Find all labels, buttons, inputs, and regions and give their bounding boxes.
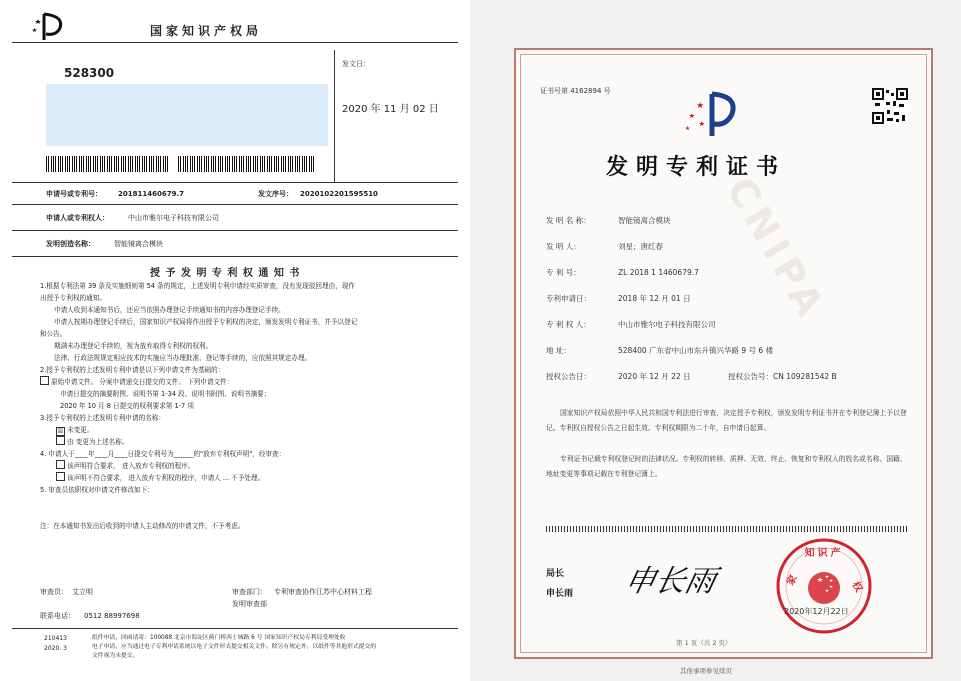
body-line: 申请人收到本通知书后，还应当依照办理登记手续通知书的内容办理登记手续。 (54, 306, 285, 314)
notice-note: 注：在本通知书发出后收到的申请人主动修改的申请文件，不予考虑。 (40, 522, 245, 530)
option-text: 4. 申请人于____年____月____日提交专利号为______的"放弃专利权声明"，经审查： (40, 450, 286, 458)
serial-no: 2020102201595510 (300, 190, 378, 198)
checkbox (56, 436, 65, 445)
barcode-right (178, 156, 316, 172)
grant-notice-document (0, 0, 470, 681)
field-label: 发 明 人： (546, 242, 581, 251)
rule-1 (12, 182, 458, 183)
notice-body (40, 280, 460, 496)
date-label: 发文日： (342, 60, 370, 68)
certificate-number: 证书号第 4162894 号 (540, 87, 611, 95)
option-line (40, 376, 460, 388)
option-text: 原始申请文件。 分案申请递交日提交的文件。 下列申请文件： (51, 378, 234, 386)
option-text: 该声明不符合要求， 进入放弃专利权的程序，申请人 ... 不予处理。 (67, 474, 265, 482)
body-line: 2.授予专利权的上述发明专利申请是以下列申请文件为基础的： (40, 366, 225, 374)
body-line: 法律、行政法规规定相应技术的实施应当办理批准、登记等手续的，应依照其规定办理。 (54, 354, 312, 362)
field-row (546, 260, 916, 286)
svg-text:权: 权 (849, 580, 864, 595)
signature: 申长雨 (621, 564, 719, 599)
footer-text-3: 文件视为未提交。 (92, 653, 139, 659)
examiner-name: 艾立明 (72, 588, 93, 596)
phone-value: 0512 88997698 (84, 612, 140, 620)
page-indicator: 第 1 页（共 2 页） (676, 639, 732, 647)
option-text: 申请日提交的摘要附图、说明书第 1-34 段、说明书附图、说明书摘要； (60, 390, 271, 398)
grant-date: 2020 年 12 月 22 日 (618, 372, 691, 381)
option-line (40, 424, 460, 436)
cnipa-watermark: CNIPA (717, 170, 835, 329)
application-no-label: 申请号或专利号： (46, 190, 102, 198)
postal-code: 528300 (64, 66, 115, 80)
certificate-paragraph-2: 专利证书记载专利权登记时的法律状况。专利权的转移、质押、无效、终止、恢复和专利权人的姓名或名称、国籍、地址变更等事项记载在专利登记簿上。 (546, 455, 907, 478)
option-text: 该声明符合要求， 进入放弃专利权的程序。 (67, 462, 195, 470)
field-value: ZL 2018 1 1460679.7 (618, 268, 699, 277)
seal-date: 2020年12月22日 (784, 607, 849, 616)
option-line (40, 400, 460, 412)
department-label: 审查部门： (232, 588, 267, 596)
option-line (40, 388, 460, 400)
field-value: 中山市雅尔电子科技有限公司 (618, 320, 716, 329)
footer-code-1: 210413 (44, 635, 67, 642)
applicant-value: 中山市雅尔电子科技有限公司 (128, 214, 219, 222)
official-seal-icon (774, 536, 874, 636)
field-value: 2018 年 12 月 01 日 (618, 294, 691, 303)
checkbox (56, 460, 65, 469)
body-line: 申请人按期办理登记手续后，国家知识产权局将作出授予专利权的决定，颁发发明专利证书，并予以登记 (54, 318, 358, 326)
department-value: 专利审查协作江苏中心材料工程 (274, 588, 372, 596)
option-text: 2020 年 10 月 8 日提交的权利要求第 1-7 项 (60, 402, 194, 410)
field-row (546, 208, 916, 234)
redacted-address-block (46, 84, 328, 146)
footer-text-1: 纸件申请，回函请寄：100088 北京市海淀区蓟门桥西土城路 6 号 国家知识产权局专利局受理处收 (92, 635, 346, 641)
rule-2 (12, 204, 458, 205)
signature-title-1: 局长 (546, 569, 565, 579)
qr-code-icon (872, 88, 908, 124)
security-strip (546, 526, 908, 532)
certificate-paragraph-1: 国家知识产权局依照中华人民共和国专利法进行审查，决定授予专利权，颁发发明专利证书并在专利登记簿上予以登记。专利权自授权公告之日起生效。专利权期限为二十年，自申请日起算。 (546, 409, 907, 432)
examiner-label: 审查员： (40, 588, 68, 596)
field-row (546, 338, 916, 364)
header-rule (12, 42, 458, 43)
department-value-2: 发明审查部 (232, 600, 267, 608)
field-label: 专利申请日： (546, 294, 591, 303)
serial-label: 发文序号： (258, 190, 293, 198)
field-row (546, 234, 916, 260)
invention-label: 发明创造名称： (46, 240, 95, 248)
option-line (40, 436, 460, 448)
notice-title: 授 予 发 明 专 利 权 通 知 书 (150, 268, 301, 279)
body-line: 期满未办理登记手续的，视为放弃取得专利权的权利。 (54, 342, 213, 350)
field-value: 528400 广东省中山市东升镇兴华路 9 号 6 楼 (618, 346, 774, 355)
checkbox (40, 376, 49, 385)
patent-certificate (514, 48, 933, 659)
checkbox: ☒ (57, 428, 64, 435)
checkbox (56, 472, 65, 481)
svg-text:知识产: 知识产 (804, 548, 844, 559)
option-text: 3.授予专利权的上述发明专利申请的名称： (40, 414, 165, 422)
option-text: 5. 审查员依职权对申请文件修改如下： (40, 486, 154, 494)
signature-title-2: 申长雨 (546, 589, 574, 599)
applicant-label: 申请人或专利权人： (46, 214, 109, 222)
field-row (546, 286, 916, 312)
body-line: 出授予专利权的通知。 (40, 294, 106, 302)
footer-rule (12, 628, 458, 629)
field-label: 专 利 号： (546, 268, 581, 277)
rule-4 (12, 256, 458, 257)
field-value: 智能镜离合模块 (618, 216, 671, 225)
footer-text-2: 电子申请，应当通过电子专利申请系统以电子文件形式提交相关文件。除另有规定外，以纸件等其他形式提交的 (92, 644, 377, 650)
office-header: 国家知识产权局 (150, 24, 263, 38)
field-label: 地 址： (546, 346, 571, 355)
field-row (546, 364, 916, 390)
field-row (546, 312, 916, 338)
option-line (40, 448, 460, 460)
application-no: 201811460679.7 (118, 190, 184, 198)
date-value: 2020 年 11 月 02 日 (342, 104, 439, 115)
option-line (40, 472, 460, 484)
rule-3 (12, 230, 458, 231)
phone-label: 联系电话： (40, 612, 75, 620)
field-label: 发 明 名 称： (546, 216, 591, 225)
grant-date-label: 授权公告日： (546, 372, 591, 381)
option-line (40, 412, 460, 424)
option-text: 由 变更为上述名称。 (67, 438, 129, 446)
cnipa-logo-icon (676, 88, 746, 140)
body-line: 和公告。 (40, 330, 67, 338)
certificate-fields (546, 208, 916, 390)
option-line (40, 460, 460, 472)
option-line (40, 484, 460, 496)
field-label: 专 利 权 人： (546, 320, 591, 329)
date-divider (334, 50, 335, 182)
barcode-left (46, 156, 168, 172)
field-value: 刘星；唐红春 (618, 242, 663, 251)
cnipa-logo-icon (30, 10, 74, 44)
footer-code-2: 2020. 3 (44, 645, 67, 652)
pub-no: CN 109281542 B (773, 372, 837, 381)
svg-text:家: 家 (785, 573, 800, 588)
invention-value: 智能镜离合模块 (114, 240, 163, 248)
body-line: 1.根据专利法第 39 条及实施细则第 54 条的规定，上述发明专利申请经实质审查，没有发现驳回理由，现作 (40, 282, 355, 290)
option-text: 未变更。 (67, 426, 94, 434)
certificate-footer-note: 其他事项参见续页 (680, 667, 732, 675)
certificate-title: 发明专利证书 (606, 154, 787, 180)
pub-no-label: 授权公告号： (728, 372, 773, 381)
